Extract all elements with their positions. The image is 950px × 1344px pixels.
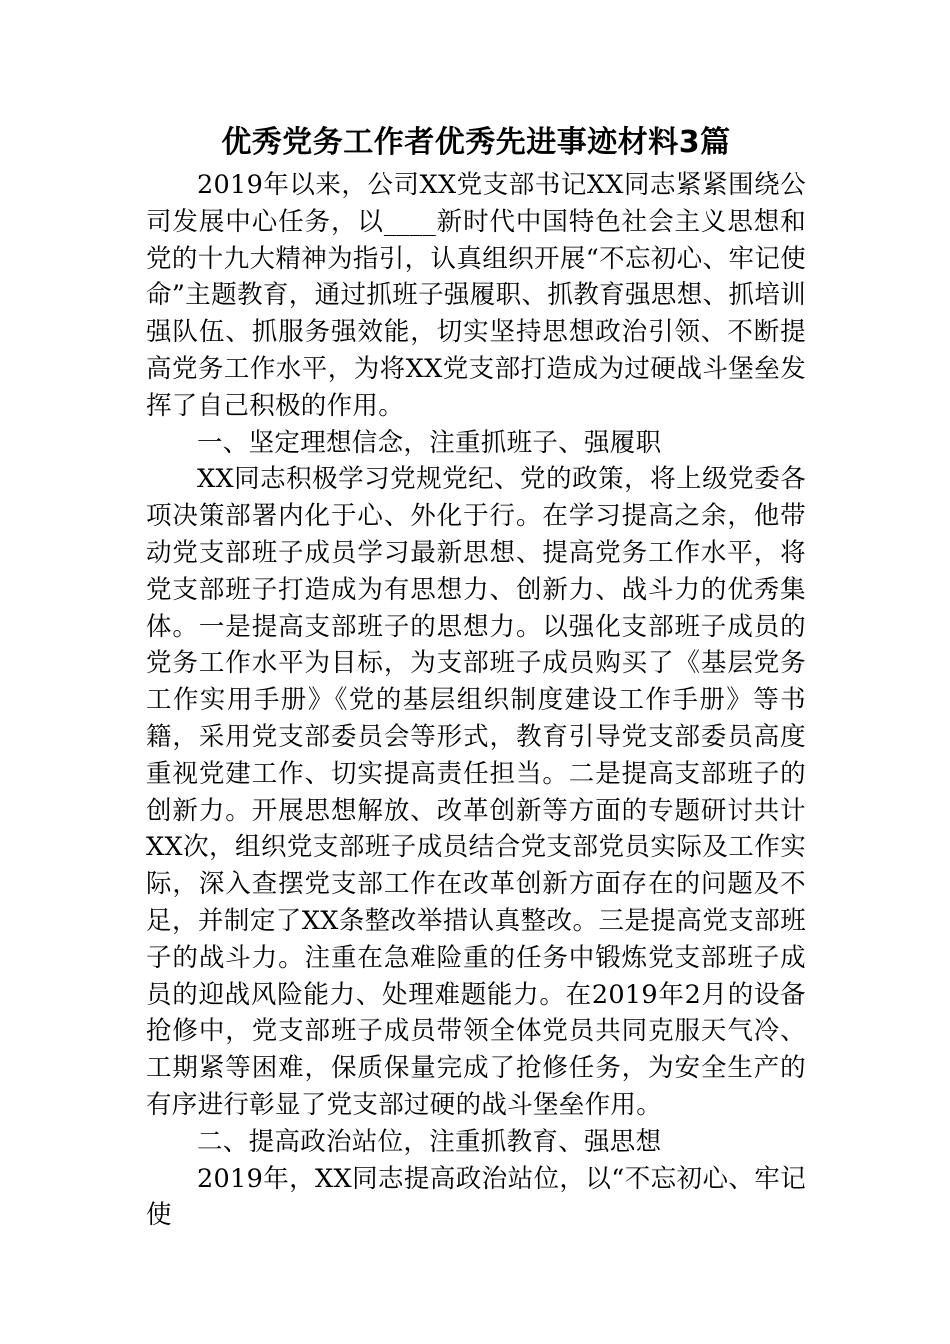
paragraph-section-1: XX同志积极学习党规党纪、党的政策，将上级党委各项决策部署内化于心、外化于行。在学习提高之余，他带动党支部班子成员学习最新思想、提高党务工作水平，将党支部班子打造成为有思想力、创新力、战斗力的优秀集体。一是提高支部班子的思想力。以强化支部班子成员的党务工作水平为目标，为支部班子成员购买了《基层党务工作实用手册》《党的基层组织制度建设工作手册》等书籍，采用党支部委员会等形式，教育引导党支部委员高度重视党建工作、切实提高责任担当。二是提高支部班子的创新力。开展思想解放、改革创新等方面的专题研讨共计XX次，组织党支部班子成员结合党支部党员实际及工作实际，深入查摆党支部工作在改革创新方面存在的问题及不足，并制定了XX条整改举措认真整改。三是提高党支部班子的战斗力。注重在急难险重的任务中锻炼党支部班子成员的迎战风险能力、处理难题能力。在2019年2月的设备抢修中，党支部班子成员带领全体党员共同克服天气冷、工期紧等困难，保质保量完成了抢修任务，为安全生产的有序进行彰显了党支部过硬的战斗堡垒作用。 <box>146 464 806 1120</box>
document-title: 优秀党务工作者优秀先进事迹材料3篇 <box>221 125 731 160</box>
paragraph-section-2: 2019年，XX同志提高政治站位，以“不忘初心、牢记使 <box>146 1163 806 1231</box>
section-heading-2: 二、提高政治站位，注重抓教育、强思想 <box>197 1126 662 1157</box>
paragraph-intro: 2019年以来，公司XX党支部书记XX同志紧紧围绕公司发展中心任务，以____新时代中国特色社会主义思想和党的十九大精神为指引，认真组织开展“不忘初心、牢记使命”主题教育，通过抓班子强履职、抓教育强思想、抓培训强队伍、抓服务强效能，切实坚持思想政治引领、不断提高党务工作水平，为将XX党支部打造成为过硬战斗堡垒发挥了自己积极的作用。 <box>146 170 806 421</box>
document-body <box>146 123 806 1234</box>
section-heading-1: 一、坚定理想信念，注重抓班子、强履职 <box>197 427 662 458</box>
